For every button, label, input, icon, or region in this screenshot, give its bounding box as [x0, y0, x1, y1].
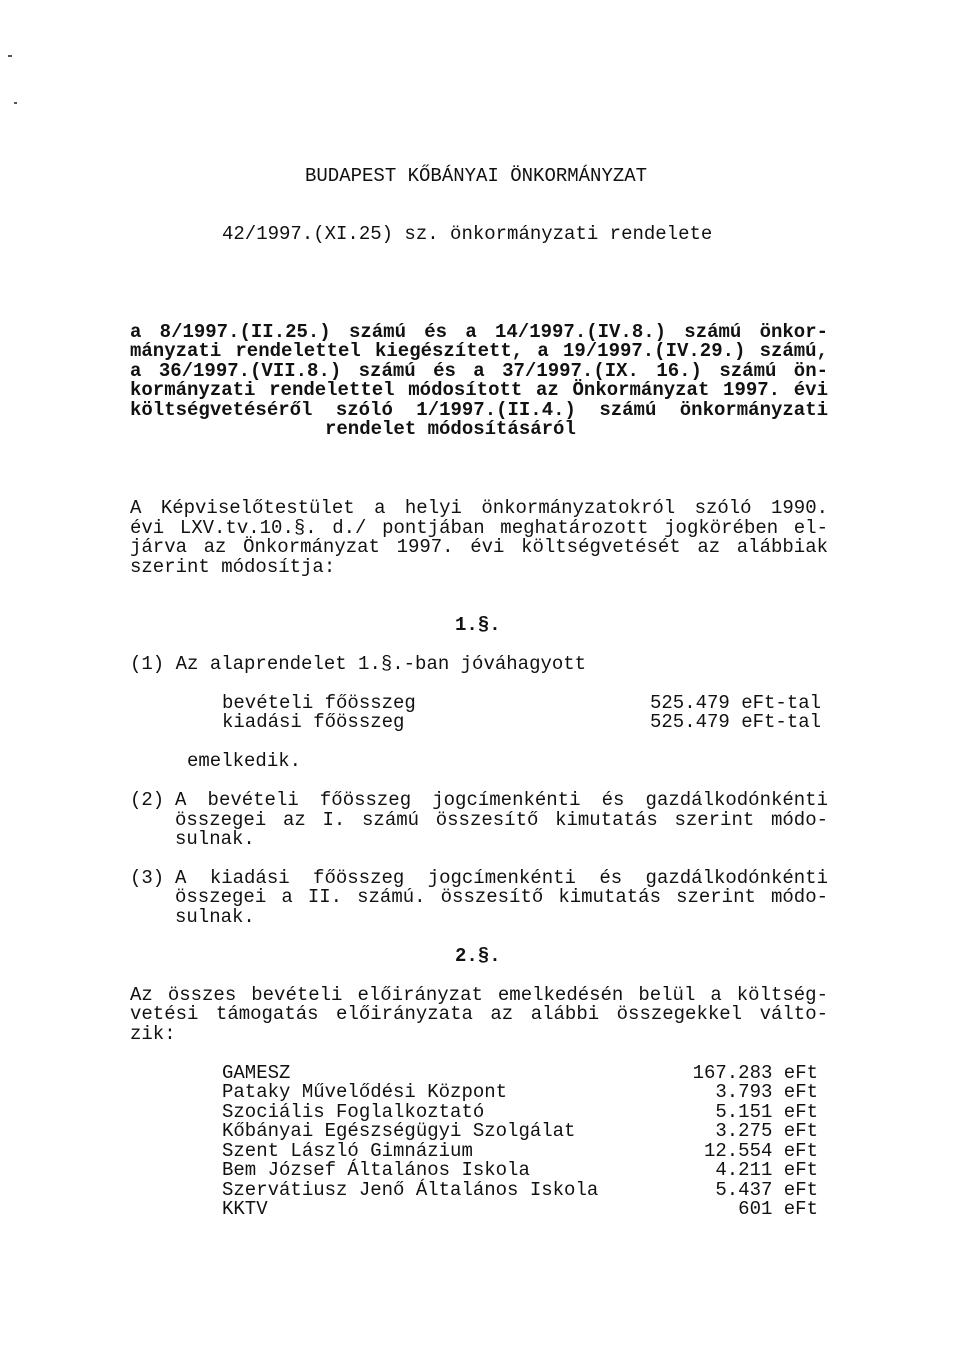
section-2-intro-line: zik:: [130, 1023, 176, 1045]
institution-amount: 3.793 eFt: [715, 1081, 818, 1103]
paragraph-2-line: A bevételi főösszeg jogcímenkénti és gazdálkodónkénti: [175, 789, 828, 811]
institution-amount: 167.283 eFt: [692, 1062, 818, 1084]
paragraph-2-line: sulnak.: [175, 828, 255, 850]
paragraph-3-line: A kiadási főösszeg jogcímenkénti és gazdálkodónkénti: [175, 867, 828, 889]
paragraph-1-intro: (1) Az alaprendelet 1.§.-ban jóváhagyott: [130, 653, 587, 675]
subject-line: rendelet módosításáról: [325, 418, 576, 440]
institution-name: Szent László Gimnázium: [222, 1140, 473, 1162]
paragraph-3-line: sulnak.: [175, 906, 255, 928]
paragraph-2-number: (2): [130, 789, 165, 811]
preamble-line: szerint módosítja:: [130, 556, 336, 578]
scan-speck: [8, 55, 12, 57]
section-2-intro-line: vetési támogatás előirányzata az alábbi összegekkel válto-: [130, 1003, 828, 1025]
total-label: bevételi főösszeg: [222, 692, 416, 714]
subject-line: költségvetéséről szóló 1/1997.(II.4.) számú önkormányzati: [130, 399, 828, 421]
paragraph-3-line: összegei a II. számú. összesítő kimutatás szerint módo-: [175, 886, 828, 908]
institution-amount: 601 eFt: [738, 1198, 818, 1220]
paragraph-1-end: emelkedik.: [187, 750, 302, 772]
preamble-line: A Képviselőtestület a helyi önkormányzatokról szóló 1990.: [130, 497, 828, 519]
paragraph-3-number: (3): [130, 867, 165, 889]
scan-speck: [14, 102, 17, 104]
institution-name: Bem József Általános Iskola: [222, 1159, 530, 1181]
institution-amount: 4.211 eFt: [715, 1159, 818, 1181]
subject-line: kormányzati rendelettel módosított az Önkormányzat 1997. évi: [130, 379, 828, 401]
decree-number: 42/1997.(XI.25) sz. önkormányzati rendelete: [222, 223, 713, 245]
institution-name: Kőbányai Egészségügyi Szolgálat: [222, 1120, 576, 1142]
total-amount: 525.479 eFt-tal: [650, 692, 822, 714]
subject-line: a 36/1997.(VII.8.) számú és a 37/1997.(IX. 16.) számú ön-: [130, 360, 828, 382]
section-2-intro-line: Az összes bevételi előirányzat emelkedésén belül a költség-: [130, 984, 828, 1006]
section-heading: 1.§.: [455, 614, 501, 636]
total-amount: 525.479 eFt-tal: [650, 711, 822, 733]
preamble-line: évi LXV.tv.10.§. d./ pontjában meghatározott jogkörében el-: [130, 517, 828, 539]
subject-line: mányzati rendelettel kiegészített, a 19/1997.(IV.29.) számú,: [130, 340, 828, 362]
institution-amount: 5.151 eFt: [715, 1101, 818, 1123]
institution-amount: 3.275 eFt: [715, 1120, 818, 1142]
institution-name: Szervátiusz Jenő Általános Iskola: [222, 1179, 599, 1201]
section-heading: 2.§.: [455, 945, 501, 967]
total-label: kiadási főösszeg: [222, 711, 405, 733]
document-title: BUDAPEST KŐBÁNYAI ÖNKORMÁNYZAT: [305, 165, 648, 187]
institution-amount: 5.437 eFt: [715, 1179, 818, 1201]
subject-line: a 8/1997.(II.25.) számú és a 14/1997.(IV.8.) számú önkor-: [130, 321, 828, 343]
institution-name: Pataky Művelődési Központ: [222, 1081, 508, 1103]
institution-name: Szociális Foglalkoztató: [222, 1101, 485, 1123]
institution-name: GAMESZ: [222, 1062, 291, 1084]
institution-amount: 12.554 eFt: [703, 1140, 818, 1162]
institution-name: KKTV: [222, 1198, 268, 1220]
paragraph-2-line: összegei az I. számú összesítő kimutatás szerint módo-: [175, 809, 828, 831]
preamble-line: járva az Önkormányzat 1997. évi költségvetését az alábbiak: [130, 536, 828, 558]
